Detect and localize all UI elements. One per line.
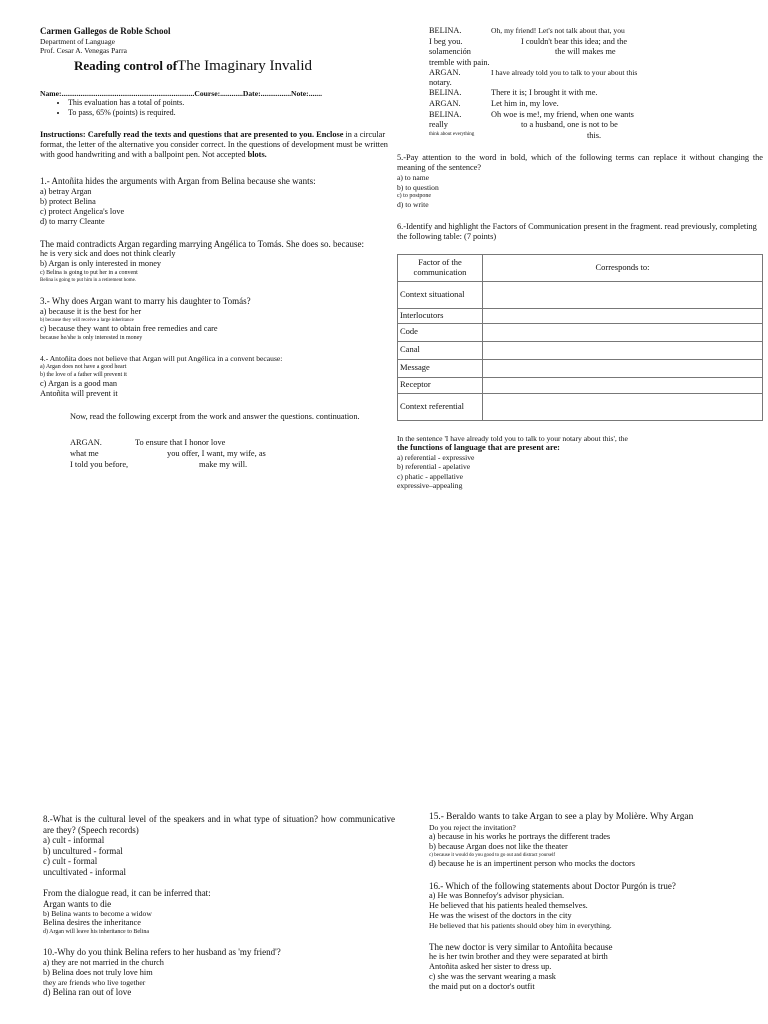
- q5-option-c[interactable]: c) to postpone: [397, 193, 431, 200]
- q3-option-c[interactable]: c) because they want to obtain free remedies and care: [40, 323, 218, 333]
- factor-cell: Message: [398, 359, 483, 377]
- instructions: [40, 130, 390, 160]
- instructions-bold: Instructions: Carefully read the texts and questions that are presented to you. Enclose: [40, 130, 344, 139]
- dialogue-speaker: BELINA.: [429, 26, 462, 35]
- q4-option-c[interactable]: c) Argan is a good man: [40, 378, 118, 388]
- question-15-text: 15.- Beraldo wants to take Argan to see a play by Molière. Why Argan: [429, 812, 694, 822]
- left-column: [40, 26, 390, 470]
- dialogue-text: There it is; I brought it with me.: [491, 88, 598, 98]
- q1-option-b[interactable]: b) protect Belina: [40, 196, 96, 206]
- q15-option-c[interactable]: c) because it would do you good to go out and distract yourself: [429, 852, 556, 858]
- answer-cell[interactable]: [483, 308, 763, 323]
- answer-cell[interactable]: [483, 341, 763, 359]
- question-4-text: 4.- Antoñita does not believe that Argan will put Angélica in a convent because:: [40, 353, 283, 363]
- teacher-name: Prof. Cesar A. Venegas Parra: [40, 46, 127, 55]
- argan-line-4: I told you before,: [70, 459, 129, 469]
- q16-option-d[interactable]: He believed that his patients should obey him in everything.: [429, 921, 612, 931]
- title-prefix: Reading control of: [74, 58, 178, 73]
- dialogue-speaker: BELINA.: [429, 88, 462, 98]
- question-2: [40, 239, 390, 285]
- question-3-text: 3.- Why does Argan want to marry his daughter to Tomás?: [40, 296, 251, 306]
- q17-option-a[interactable]: he is her twin brother and they were separated at birth: [429, 952, 608, 962]
- q15-option-a[interactable]: a) because in his works he portrays the different trades: [429, 831, 611, 841]
- q4-option-d[interactable]: Antoñita will prevent it: [40, 388, 118, 398]
- dialogue-text: Oh, my friend! Let's not talk about that, you: [491, 26, 625, 35]
- q1-option-d[interactable]: d) to marry Cleante: [40, 216, 105, 226]
- dialogue-speaker: tremble with pain.: [429, 57, 490, 67]
- answer-cell[interactable]: [483, 281, 763, 308]
- table-row: [398, 377, 763, 393]
- argan-line-1: To ensure that I honor love: [135, 437, 226, 447]
- question-10: [43, 947, 395, 997]
- table-row: [398, 281, 763, 308]
- factor-cell: Interlocutors: [398, 308, 483, 323]
- table-row: [398, 359, 763, 377]
- argan-speaker: ARGAN.: [70, 437, 102, 447]
- q8-option-d[interactable]: uncultivated - informal: [43, 866, 126, 877]
- dialogue-text: the will makes me: [555, 47, 616, 57]
- factor-cell: Canal: [398, 341, 483, 359]
- dialogue-line: [429, 99, 693, 110]
- note-points: • This evaluation has a total of points.: [68, 98, 390, 108]
- dialogue-text: Oh woe is me!, my friend, when one wants: [491, 109, 634, 119]
- factor-cell: Context referential: [398, 393, 483, 420]
- factor-column-header: Factor of the communication: [398, 254, 483, 281]
- dialogue-line: [429, 37, 693, 48]
- dialogue-speaker: ARGAN.: [429, 98, 461, 108]
- dialogue-text: this.: [587, 130, 602, 140]
- factors-table: [397, 254, 763, 421]
- argan-line-3: you offer, I want, my wife, as: [167, 448, 266, 458]
- q3-option-a[interactable]: a) because it is the best for her: [40, 306, 142, 316]
- note-pass: • To pass, 65% (points) is required.: [68, 108, 390, 118]
- q9-option-a[interactable]: Argan wants to die: [43, 898, 112, 909]
- department: Department of Language: [40, 37, 115, 46]
- dialogue-line: [429, 47, 693, 58]
- q2-option-d[interactable]: Belina is going to put him in a retirement home.: [40, 278, 137, 283]
- answer-cell[interactable]: [483, 323, 763, 341]
- dialogue-speaker: ARGAN.: [429, 67, 461, 77]
- evaluation-notes: [40, 98, 390, 118]
- table-row: [398, 323, 763, 341]
- question-16-text: 16.- Which of the following statements about Doctor Purgón is true?: [429, 880, 676, 891]
- instructions-rest: in a circular format, the letter of the alternative you consider correct. In the questions of development must be written with good handwriting and with a ballpoint pen. Not accepted: [40, 130, 388, 159]
- q7-option-d[interactable]: expressive–appealing: [397, 481, 463, 491]
- excerpt-intro: Now, read the following excerpt from the work and answer the questions. continuation.: [70, 411, 360, 421]
- table-header-row: [398, 254, 763, 281]
- question-3: [40, 296, 390, 342]
- school-name: Carmen Gallegos de Roble School: [40, 26, 171, 36]
- name-line: Name:......................................................................Course:............Date:................Note:.......: [40, 89, 322, 98]
- dialogue-line: [429, 88, 693, 99]
- question-7-text: In the sentence 'I have already told you to talk to your notary about this', the: [397, 433, 628, 443]
- table-row: [398, 308, 763, 323]
- q8-option-c[interactable]: c) cult - formal: [43, 856, 98, 866]
- question-7: [397, 434, 763, 491]
- q9-option-b[interactable]: b) Belina wants to become a widow: [43, 909, 152, 918]
- q5-option-a[interactable]: a) to name: [397, 173, 430, 183]
- play-title: The Imaginary Invalid: [177, 58, 312, 74]
- q10-option-d[interactable]: d) Belina ran out of love: [43, 987, 132, 998]
- q3-option-b[interactable]: b) because they will receive a large inheritance: [40, 317, 134, 323]
- question-6: [397, 222, 763, 421]
- question-7-bold: the functions of language that are present are:: [397, 442, 560, 452]
- question-1-text: 1.- Antoñita hides the arguments with Argan from Belina because she wants:: [40, 176, 316, 186]
- instructions-blots: blots.: [247, 150, 267, 159]
- q1-option-c[interactable]: c) protect Angelica's love: [40, 206, 125, 216]
- dialogue-speaker: BELINA.: [429, 109, 462, 119]
- question-15-text-2: Do you reject the invitation?: [429, 822, 516, 832]
- bottom-right-column: [429, 812, 768, 992]
- dialogue-text: Let him in, my love.: [491, 98, 559, 108]
- q7-option-a[interactable]: a) referential - expressive: [397, 452, 475, 462]
- dialogue-speaker: notary.: [429, 78, 452, 88]
- dialogue-speaker: think about everything: [429, 131, 475, 137]
- table-row: [398, 393, 763, 420]
- page-title: [74, 58, 390, 74]
- q5-option-d[interactable]: d) to write: [397, 200, 429, 210]
- q15-option-d[interactable]: d) because he is an impertinent person who mocks the doctors: [429, 858, 635, 868]
- dialogue-speaker: solamención: [429, 47, 471, 57]
- argan-speech: [70, 437, 390, 470]
- corresponds-column-header: Corresponds to:: [483, 254, 763, 281]
- q17-option-c[interactable]: c) she was the servant wearing a mask: [429, 972, 556, 982]
- argan-line-5: make my will.: [199, 459, 248, 469]
- q16-option-c[interactable]: He was the wisest of the doctors in the city: [429, 911, 572, 921]
- question-1: [40, 176, 390, 227]
- question-5: [397, 153, 763, 209]
- argan-line-2: what me: [70, 448, 99, 458]
- question-10-text: 10.-Why do you think Belina refers to her husband as 'my friend'?: [43, 947, 281, 958]
- dialogue-text: I couldn't bear this idea; and the: [521, 36, 628, 46]
- question-17: [429, 942, 768, 993]
- answer-cell[interactable]: [483, 359, 763, 377]
- q1-option-a[interactable]: a) betray Argan: [40, 186, 92, 196]
- factor-cell: Receptor: [398, 377, 483, 393]
- q5-option-b[interactable]: b) to question: [397, 182, 439, 192]
- bottom-left-column: [43, 814, 395, 998]
- question-15: [429, 812, 768, 869]
- dialogue-line: [429, 26, 693, 37]
- factor-cell: Context situational: [398, 281, 483, 308]
- q16-option-a[interactable]: a) He was Bonnefoy's advisor physician.: [429, 891, 565, 901]
- q9-option-c[interactable]: Belina desires the inheritance: [43, 918, 141, 928]
- answer-cell[interactable]: [483, 377, 763, 393]
- q7-option-c[interactable]: c) phatic - appellative: [397, 471, 463, 481]
- dialogue-speaker: really: [429, 120, 448, 130]
- q8-option-a[interactable]: a) cult - informal: [43, 835, 105, 845]
- q17-option-b[interactable]: Antoñita asked her sister to dress up.: [429, 962, 552, 972]
- q2-option-c[interactable]: c) Belina is going to put her in a convent: [40, 270, 138, 276]
- question-2-text: The maid contradicts Argan regarding marrying Angélica to Tomás. She does so. because:: [40, 238, 364, 249]
- q3-option-d[interactable]: because he/she is only interested in money: [40, 334, 143, 341]
- question-5-text: 5.-Pay attention to the word in bold, which of the following terms can replace it without changing the meaning of the sentence?: [397, 153, 763, 173]
- question-9: [43, 888, 395, 936]
- question-9-text: From the dialogue read, it can be inferred that:: [43, 888, 211, 898]
- dialogue-line: [429, 68, 693, 79]
- dialogue-text: to a husband, one is not to be: [521, 120, 618, 130]
- question-8: [43, 814, 395, 877]
- question-6-text: 6.-Identify and highlight the Factors of Communication present in the fragment. read previously, completing the following table: (7 points): [397, 221, 757, 241]
- question-16: [429, 881, 768, 931]
- q9-option-d[interactable]: d) Argan will leave his inheritance to Belina: [43, 929, 150, 936]
- answer-cell[interactable]: [483, 393, 763, 420]
- q10-option-c[interactable]: they are friends who live together: [43, 977, 146, 987]
- factor-cell: Code: [398, 323, 483, 341]
- dialogue-text: I have already told you to talk to your about this: [491, 67, 638, 77]
- dialogue-line: [429, 120, 693, 131]
- dialogue-line: [429, 131, 693, 142]
- dialogue: [429, 26, 693, 141]
- dialogue-line: [429, 110, 693, 121]
- q16-option-b[interactable]: He believed that his patients healed themselves.: [429, 901, 588, 911]
- question-17-text: The new doctor is very similar to Antoñita because: [429, 941, 613, 952]
- q2-option-b[interactable]: b) Argan is only interested in money: [40, 259, 162, 268]
- question-8-text: 8.-What is the cultural level of the speakers and in what type of situation? how communicative are they? (Speech records): [43, 814, 395, 835]
- q2-option-a[interactable]: he is very sick and does not think clearly: [40, 249, 176, 258]
- q10-option-b[interactable]: b) Belina does not truly love him: [43, 967, 153, 977]
- q10-option-a[interactable]: a) they are not married in the church: [43, 957, 164, 967]
- q17-option-d[interactable]: the maid put on a doctor's outfit: [429, 982, 535, 992]
- question-4: [40, 354, 390, 399]
- right-column: [397, 26, 763, 491]
- q8-option-b[interactable]: b) uncultured - formal: [43, 845, 123, 856]
- q4-option-b[interactable]: b) the love of a father will prevent it: [40, 371, 127, 378]
- q7-option-b[interactable]: b) referential - apelative: [397, 462, 471, 472]
- dialogue-speaker: I beg you.: [429, 36, 463, 46]
- q4-option-a[interactable]: a) Argan does not have a good heart: [40, 363, 127, 370]
- table-row: [398, 341, 763, 359]
- q15-option-b[interactable]: b) because Argan does not like the theater: [429, 841, 568, 851]
